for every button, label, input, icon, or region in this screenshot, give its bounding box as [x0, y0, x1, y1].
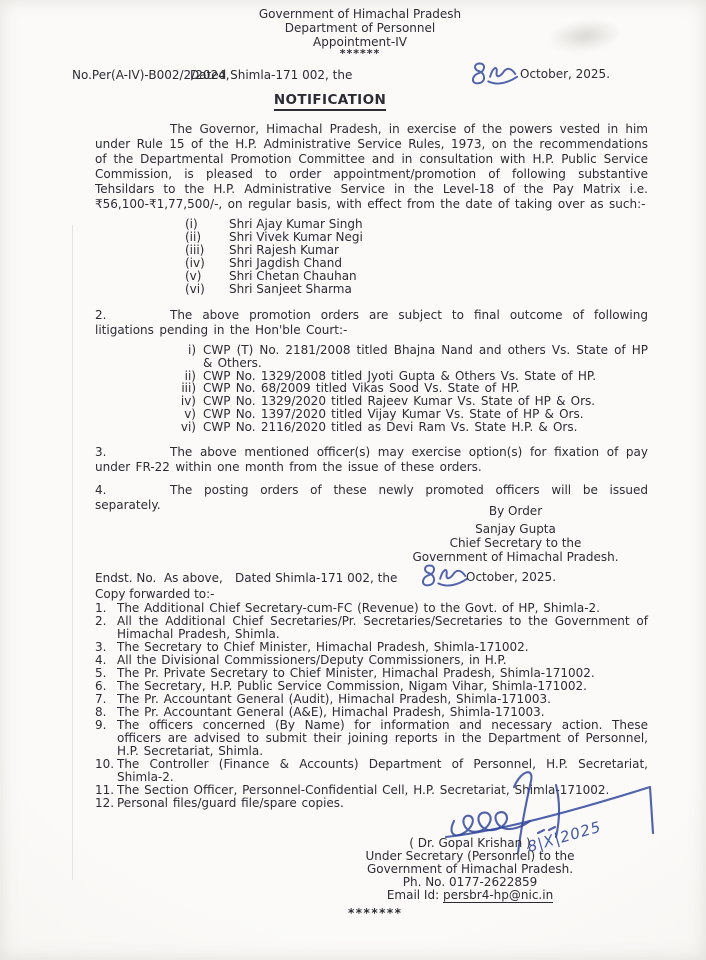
copy-forwarded-header: Copy forwarded to:- — [95, 587, 215, 601]
handwritten-signature-date: 8|X|2025 — [525, 817, 604, 856]
litigations-list — [170, 344, 648, 434]
email-label: Email Id: — [386, 887, 443, 902]
litigation-serial: iv) — [180, 394, 196, 409]
paragraph-3-text: The above mentioned officer(s) may exercise option(s) for fixation of pay under FR-22 within one month from the issue of these orders. — [95, 445, 648, 474]
copy-forwarded-serial: 7. — [95, 692, 107, 706]
ref-date-text: October, 2025. — [520, 67, 611, 81]
officer-row — [185, 283, 363, 296]
litigation-text: CWP No. 68/2009 titled Vikas Sood Vs. State of HP. — [203, 381, 520, 396]
litigation-text: CWP No. 1397/2020 titled Vijay Kumar Vs. State of HP & Ors. — [203, 406, 584, 421]
litigation-serial: iii) — [181, 381, 196, 396]
copy-forwarded-serial: 11. — [95, 783, 115, 797]
litigation-serial: v) — [184, 406, 196, 421]
officer-serial: (i) — [185, 217, 198, 231]
file-number: No.Per(A-IV)-B002/2/2024, — [72, 68, 230, 82]
letterhead-department: Department of Personnel — [284, 21, 436, 35]
paragraph-1-text: The Governor, Himachal Pradesh, in exercise of the powers vested in him under Rule 15 of the H.P. Administrative Service Rules, 1973, on the recommendations of the Departmental Promotion Committee and in consultation with H.P. Public Service Commission, is pleased to order appointment/promotion of following substantive Tehsildars to the H.P. Administrative Service in the Level-18 of the Pay Matrix i.e. ₹56,100-₹1,77,500/-, on regular basis, with effect from the date of taking over as such:- — [95, 122, 648, 211]
letterhead-stars-separator: ****** — [339, 47, 381, 60]
signer-government: Government of Himachal Pradesh. — [366, 861, 574, 876]
copy-forwarded-serial: 3. — [95, 640, 107, 654]
copy-forwarded-serial: 9. — [95, 718, 107, 732]
officer-name: Shri Chetan Chauhan — [229, 269, 357, 284]
litigation-serial: vi) — [180, 419, 196, 434]
officer-name: Shri Ajay Kumar Singh — [229, 217, 363, 231]
document-title: NOTIFICATION — [0, 92, 660, 108]
copy-forwarded-text: The Additional Chief Secretary-cum-FC (Revenue) to the Govt. of HP, Shimla-2. — [117, 601, 600, 615]
copy-forwarded-text: The Section Officer, Personnel-Confidential Cell, H.P. Secretariat, Shimla-171002. — [117, 783, 610, 797]
copy-forwarded-serial: 4. — [95, 653, 107, 667]
paragraph-3-number: 3. — [95, 445, 107, 459]
copy-forwarded-serial: 1. — [95, 601, 107, 615]
officer-name: Shri Jagdish Chand — [229, 256, 342, 271]
officer-name: Shri Sanjeet Sharma — [229, 282, 352, 297]
paragraph-4-number: 4. — [95, 483, 107, 497]
paragraph-2-text: The above promotion orders are subject to final outcome of following litigations pending in the Hon'ble Court:- — [95, 308, 648, 337]
letterhead-branch: Appointment-IV — [313, 35, 407, 49]
signer-email-line — [330, 889, 610, 902]
litigation-serial: i) — [187, 343, 196, 357]
officer-serial: (ii) — [185, 230, 202, 245]
officer-serial: (iii) — [185, 243, 205, 258]
litigation-row — [170, 344, 648, 370]
letterhead — [14, 7, 706, 59]
copy-forwarded-text: Personal files/guard file/spare copies. — [117, 796, 344, 810]
copy-forwarded-serial: 6. — [95, 679, 107, 693]
letterhead-government: Government of Himachal Pradesh — [258, 7, 462, 21]
officer-serial: (iv) — [185, 256, 205, 271]
signer-name: ( Dr. Gopal Krishan ) — [409, 836, 531, 850]
paragraph-1 — [95, 122, 648, 212]
email-address: persbr4-hp@nic.in — [442, 887, 554, 902]
litigation-text: CWP No. 1329/2020 titled Rajeev Kumar Vs. State of HP & Ors. — [203, 394, 596, 409]
officer-name: Shri Vivek Kumar Negi — [229, 230, 363, 245]
paragraph-3 — [95, 445, 648, 475]
signatory-name: Sanjay Gupta — [475, 522, 556, 536]
copy-forwarded-text: The Controller (Finance & Accounts) Department of Personnel, H.P. Secretariat, Shimla-2. — [117, 757, 648, 784]
copy-forwarded-text: The Pr. Accountant General (A&E), Himachal Pradesh, Shimla-171003. — [117, 705, 545, 719]
footer-stars-separator: ******* — [348, 906, 403, 920]
endorsement-line — [95, 571, 655, 587]
officer-serial: (vi) — [185, 282, 205, 297]
copy-forwarded-serial: 8. — [95, 705, 107, 719]
by-order-text: By Order — [488, 504, 543, 518]
by-order-block — [377, 504, 654, 564]
officer-serial: (v) — [185, 269, 202, 284]
copy-forwarded-serial: 10. — [95, 757, 115, 771]
handwritten-8th-mark — [466, 56, 518, 92]
litigation-row — [170, 421, 648, 434]
signatory-government: Government of Himachal Pradesh. — [412, 550, 619, 564]
copy-forwarded-text: All the Additional Chief Secretaries/Pr. Secretaries/Secretaries to the Government of Himachal Pradesh, Shimla. — [117, 614, 648, 641]
signer-block — [330, 837, 610, 902]
copy-forwarded-text: The Secretary to Chief Minister, Himachal Pradesh, Shimla-171002. — [117, 640, 529, 654]
endst-date-text: October, 2025. — [466, 570, 557, 584]
copy-forwarded-text: The Pr. Private Secretary to Chief Minister, Himachal Pradesh, Shimla-171002. — [117, 666, 595, 680]
copy-forwarded-row — [95, 615, 648, 641]
litigation-serial: ii) — [184, 368, 196, 383]
signer-phone: Ph. No. 0177-2622859 — [402, 874, 538, 889]
handwritten-8th-mark-endst — [416, 558, 468, 594]
officer-name: Shri Rajesh Kumar — [229, 243, 339, 258]
endst-number: Endst. No. As above, — [95, 571, 223, 585]
copy-forwarded-text: All the Divisional Commissioners/Deputy Commissioners, in H.P. — [117, 653, 507, 667]
paragraph-4-text: The posting orders of these newly promoted officers will be issued separately. — [95, 483, 648, 512]
promoted-officers-list — [185, 218, 363, 297]
signer-designation: Under Secretary (Personnel) to the — [365, 848, 575, 863]
paragraph-2-number: 2. — [95, 308, 107, 322]
copy-forwarded-serial: 12. — [95, 796, 115, 810]
litigation-row — [170, 408, 648, 421]
signatory-designation: Chief Secretary to the — [449, 536, 582, 550]
litigation-text: CWP No. 1329/2008 titled Jyoti Gupta & Others Vs. State of HP. — [203, 368, 597, 383]
copy-forwarded-serial: 5. — [95, 666, 107, 680]
copy-forwarded-serial: 2. — [95, 614, 107, 628]
litigation-text: CWP (T) No. 2181/2008 titled Bhajna Nand and others Vs. State of HP & Others. — [203, 343, 648, 370]
dated-place-text: Dated Shimla-171 002, the — [190, 68, 353, 82]
litigation-text: CWP No. 2116/2020 titled as Devi Ram Vs. State H.P. & Ors. — [203, 419, 578, 434]
paragraph-2 — [95, 308, 648, 338]
scan-crease-line — [72, 225, 73, 880]
endst-dated-place: Dated Shimla-171 002, the — [235, 571, 398, 585]
copy-forwarded-text: The Secretary, H.P. Public Service Commission, Nigam Vihar, Shimla-171002. — [117, 679, 587, 693]
copy-forwarded-text: The officers concerned (By Name) for information and necessary action. These officers are advised to submit their joining reports in the Department of Personnel, H.P. Secretariat, Shimla. — [117, 718, 648, 758]
copy-forwarded-text: The Pr. Accountant General (Audit), Himachal Pradesh, Shimla-171003. — [117, 692, 551, 706]
